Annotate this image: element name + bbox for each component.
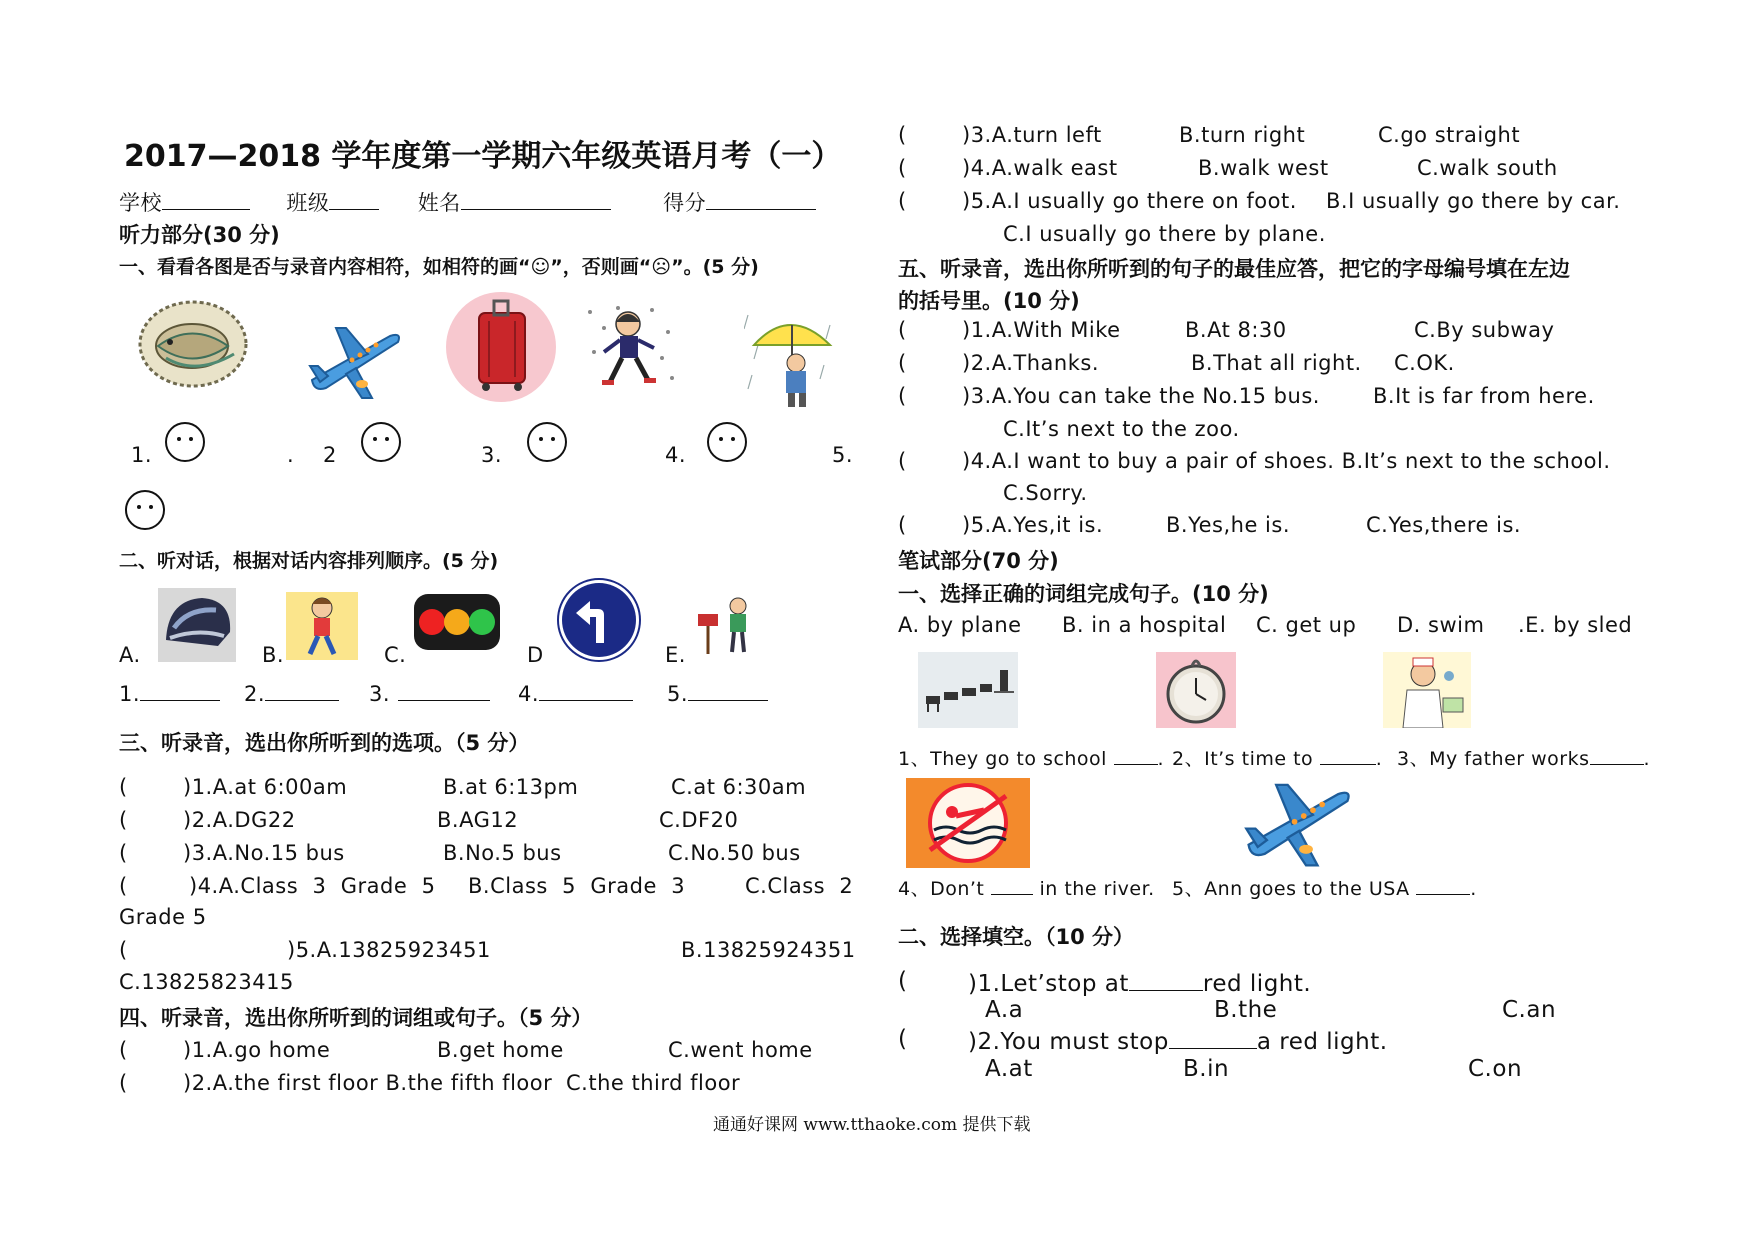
- p5-q1-b: B.At 8:30: [1185, 318, 1287, 342]
- p4-q4-b: B.walk west: [1198, 156, 1329, 180]
- score-field[interactable]: [706, 189, 816, 210]
- w2-q1-opt-b: B.the: [1214, 997, 1278, 1023]
- class-label: 班级: [286, 191, 330, 215]
- p4-heading: 四、听录音，选出你所听到的词组或句子。（5 分）: [119, 1006, 593, 1030]
- info-line: [119, 187, 816, 217]
- turn-left-sign-icon: [556, 577, 642, 663]
- w2-heading: 二、选择填空。（10 分）: [898, 925, 1135, 949]
- face-1-icon[interactable]: [164, 421, 206, 463]
- w2-q1-opt-a: A.a: [985, 997, 1024, 1023]
- class-field[interactable]: [329, 189, 379, 210]
- traffic-light-picture: [412, 586, 502, 658]
- p2-heading: 二、听对话，根据对话内容排列顺序。(5 分): [119, 550, 499, 572]
- p3-q2-b: B.AG12: [437, 808, 519, 832]
- p2-answer-4: 4.: [518, 680, 633, 706]
- boy-at-mailbox-picture: [694, 594, 756, 658]
- paren[interactable]: (: [119, 775, 128, 799]
- airplane-picture-2: [1228, 778, 1368, 870]
- p5-q5-c: C.Yes,there is.: [1366, 513, 1522, 537]
- answer-blank[interactable]: [1129, 968, 1203, 991]
- paren[interactable]: (: [119, 938, 128, 962]
- p2-letter-a: A.: [119, 643, 141, 667]
- p4-q2-c: C.the third floor: [566, 1071, 741, 1095]
- p5-q2: )2.A.Thanks.: [962, 351, 1099, 375]
- p3-q2-c: C.DF20: [659, 808, 739, 832]
- w2-q2-opt-c: C.on: [1468, 1056, 1523, 1082]
- p2-letter-d: D: [527, 643, 544, 667]
- paren[interactable]: (: [898, 968, 908, 994]
- p5-q2-c: C.OK.: [1394, 351, 1455, 375]
- p5-q1-c: C.By subway: [1414, 318, 1555, 342]
- p4-q3-c: C.go straight: [1378, 123, 1521, 147]
- p2-answer-2: 2.: [244, 680, 339, 706]
- p2-letter-b: B.: [262, 643, 285, 667]
- p2-answer-1: 1.: [119, 680, 220, 706]
- p5-q3-b: B.It is far from here.: [1373, 384, 1595, 408]
- rain-umbrella-picture: [744, 305, 836, 409]
- alarm-clock-picture: [1156, 652, 1236, 728]
- p3-q4-cont: Grade 5: [119, 905, 207, 929]
- p1-dot: .: [287, 443, 295, 467]
- p3-q5: )5.A.13825923451: [287, 938, 491, 962]
- p2-letter-e: E.: [665, 643, 686, 667]
- w2-q2: )2.You must stop a red light.: [968, 1026, 1388, 1055]
- p3-q3-c: C.No.50 bus: [668, 841, 801, 865]
- w1-sentence-4: 4、Don’t in the river.: [898, 874, 1155, 901]
- p5-q3-cont: C.It’s next to the zoo.: [1003, 417, 1240, 441]
- face-4-icon[interactable]: [706, 421, 748, 463]
- p4-q5: )5.A.I usually go there on foot.: [962, 189, 1297, 213]
- p3-q4: )4.A.Class 3 Grade 5: [189, 874, 436, 898]
- w2-q2-opt-b: B.in: [1183, 1056, 1230, 1082]
- p1-num-1: 1.: [131, 443, 153, 467]
- p3-q2: )2.A.DG22: [183, 808, 296, 832]
- w1-option-e: .E. by sled: [1518, 613, 1633, 637]
- p3-q3: )3.A.No.15 bus: [183, 841, 345, 865]
- p4-q4-c: C.walk south: [1417, 156, 1558, 180]
- w2-q1: )1.Let’stop at red light.: [968, 968, 1311, 997]
- paren[interactable]: (: [898, 156, 907, 180]
- p4-q2: )2.A.the first floor B.the fifth floor: [183, 1071, 553, 1095]
- p5-q3: )3.A.You can take the No.15 bus.: [962, 384, 1320, 408]
- footer: 通通好课网 www.tthaoke.com 提供下载: [713, 1115, 1031, 1135]
- name-label: 姓名: [417, 191, 461, 215]
- answer-blank[interactable]: [1320, 744, 1376, 765]
- p5-q1: )1.A.With Mike: [962, 318, 1121, 342]
- answer-blank[interactable]: [398, 680, 490, 701]
- written-header: 笔试部分(70 分): [898, 549, 1059, 573]
- answer-blank[interactable]: [265, 680, 339, 701]
- p2-answer-3: 3.: [369, 680, 490, 706]
- answer-blank[interactable]: [688, 680, 768, 701]
- swimming-sign-picture: [906, 778, 1030, 868]
- answer-blank[interactable]: [539, 680, 633, 701]
- p3-q1-b: B.at 6:13pm: [443, 775, 579, 799]
- p3-q3-b: B.No.5 bus: [443, 841, 562, 865]
- school-label: 学校: [119, 191, 162, 215]
- p3-q4-c: C.Class 2: [745, 874, 854, 898]
- p3-heading: 三、听录音，选出你所听到的选项。（5 分）: [119, 731, 530, 755]
- w2-q1-opt-c: C.an: [1502, 997, 1557, 1023]
- w1-option-b: B. in a hospital: [1062, 613, 1227, 637]
- p1-num-4: 4.: [665, 443, 687, 467]
- paren[interactable]: (: [898, 449, 907, 473]
- paren[interactable]: (: [898, 123, 907, 147]
- paren[interactable]: (: [898, 513, 907, 537]
- school-field[interactable]: [162, 189, 250, 210]
- p3-q5-cont: C.13825823415: [119, 970, 294, 994]
- paren[interactable]: (: [119, 841, 128, 865]
- helmet-picture: [158, 588, 236, 662]
- p5-heading-1: 五、听录音，选出你所听到的句子的最佳应答，把它的字母编号填在左边: [898, 257, 1570, 281]
- answer-blank[interactable]: [1169, 1026, 1257, 1049]
- face-3-icon[interactable]: [526, 421, 568, 463]
- w1-sentence-1: 1、They go to school .: [898, 744, 1164, 771]
- p5-q4-cont: C.Sorry.: [1003, 481, 1088, 505]
- p5-heading-2: 的括号里。(10 分): [898, 289, 1080, 313]
- paren[interactable]: (: [119, 808, 128, 832]
- p3-q5-b: B.13825924351: [681, 938, 856, 962]
- answer-blank[interactable]: [991, 874, 1033, 895]
- p2-answer-5: 5.: [667, 680, 768, 706]
- p4-q1-c: C.went home: [668, 1038, 813, 1062]
- fish-picture: [136, 296, 250, 392]
- p4-q3-b: B.turn right: [1179, 123, 1306, 147]
- w1-heading: 一、选择正确的词组完成句子。(10 分): [898, 582, 1269, 606]
- w1-option-a: A. by plane: [898, 613, 1022, 637]
- p3-q1: )1.A.at 6:00am: [183, 775, 348, 799]
- answer-blank[interactable]: [1114, 744, 1158, 765]
- p5-q4: )4.A.I want to buy a pair of shoes. B.It’s next to the school.: [962, 449, 1611, 473]
- p1-num-3: 3.: [481, 443, 503, 467]
- p1-num-5: 5.: [832, 443, 854, 467]
- answer-blank[interactable]: [1590, 744, 1644, 765]
- paren[interactable]: (: [898, 318, 907, 342]
- p5-q5-b: B.Yes,he is.: [1166, 513, 1291, 537]
- face-5-icon[interactable]: [124, 489, 166, 531]
- p4-q3: )3.A.turn left: [962, 123, 1102, 147]
- paren[interactable]: (: [898, 384, 907, 408]
- p4-q1: )1.A.go home: [183, 1038, 331, 1062]
- paren[interactable]: (: [898, 189, 907, 213]
- suitcase-picture: [444, 291, 558, 403]
- p1-num-2: 2: [323, 443, 337, 467]
- paren[interactable]: (: [119, 874, 128, 898]
- p4-q5-cont: C.I usually go there by plane.: [1003, 222, 1326, 246]
- w1-sentence-5: 5、Ann goes to the USA .: [1172, 874, 1477, 901]
- w1-sentence-2: 2、It’s time to .: [1172, 744, 1382, 771]
- airplane-picture: [306, 322, 404, 402]
- name-field[interactable]: [461, 189, 611, 210]
- p3-q4-b: B.Class 5 Grade 3: [468, 874, 686, 898]
- p4-q5-b: B.I usually go there by car.: [1326, 189, 1621, 213]
- w1-option-d: D. swim: [1397, 613, 1485, 637]
- w1-sentence-3: 3、My father works .: [1397, 744, 1650, 771]
- answer-blank[interactable]: [140, 680, 220, 701]
- p5-q5: )5.A.Yes,it is.: [962, 513, 1104, 537]
- paren[interactable]: (: [119, 1038, 128, 1062]
- score-label: 得分: [663, 191, 707, 215]
- p3-q1-c: C.at 6:30am: [671, 775, 807, 799]
- p4-q1-b: B.get home: [437, 1038, 564, 1062]
- paren[interactable]: (: [898, 1026, 908, 1052]
- boy-running-picture: [286, 592, 358, 660]
- paren[interactable]: (: [898, 351, 907, 375]
- boy-in-snow-picture: [582, 302, 678, 394]
- answer-blank[interactable]: [1416, 874, 1470, 895]
- doctor-picture: [1383, 652, 1471, 728]
- p2-letter-c: C.: [384, 643, 407, 667]
- page-title: 2017—2018 学年度第一学期六年级英语月考（一）: [124, 139, 842, 174]
- p4-q4: )4.A.walk east: [962, 156, 1118, 180]
- paren[interactable]: (: [119, 1071, 128, 1095]
- p1-heading: 一、看看各图是否与录音内容相符，如相符的画“☺”，否则画“☹”。(5 分): [119, 256, 759, 278]
- listening-header: 听力部分(30 分): [119, 223, 280, 247]
- dog-sled-picture: [918, 652, 1018, 728]
- w2-q2-opt-a: A.at: [985, 1056, 1033, 1082]
- w1-option-c: C. get up: [1256, 613, 1357, 637]
- face-2-icon[interactable]: [360, 421, 402, 463]
- p5-q2-b: B.That all right.: [1191, 351, 1362, 375]
